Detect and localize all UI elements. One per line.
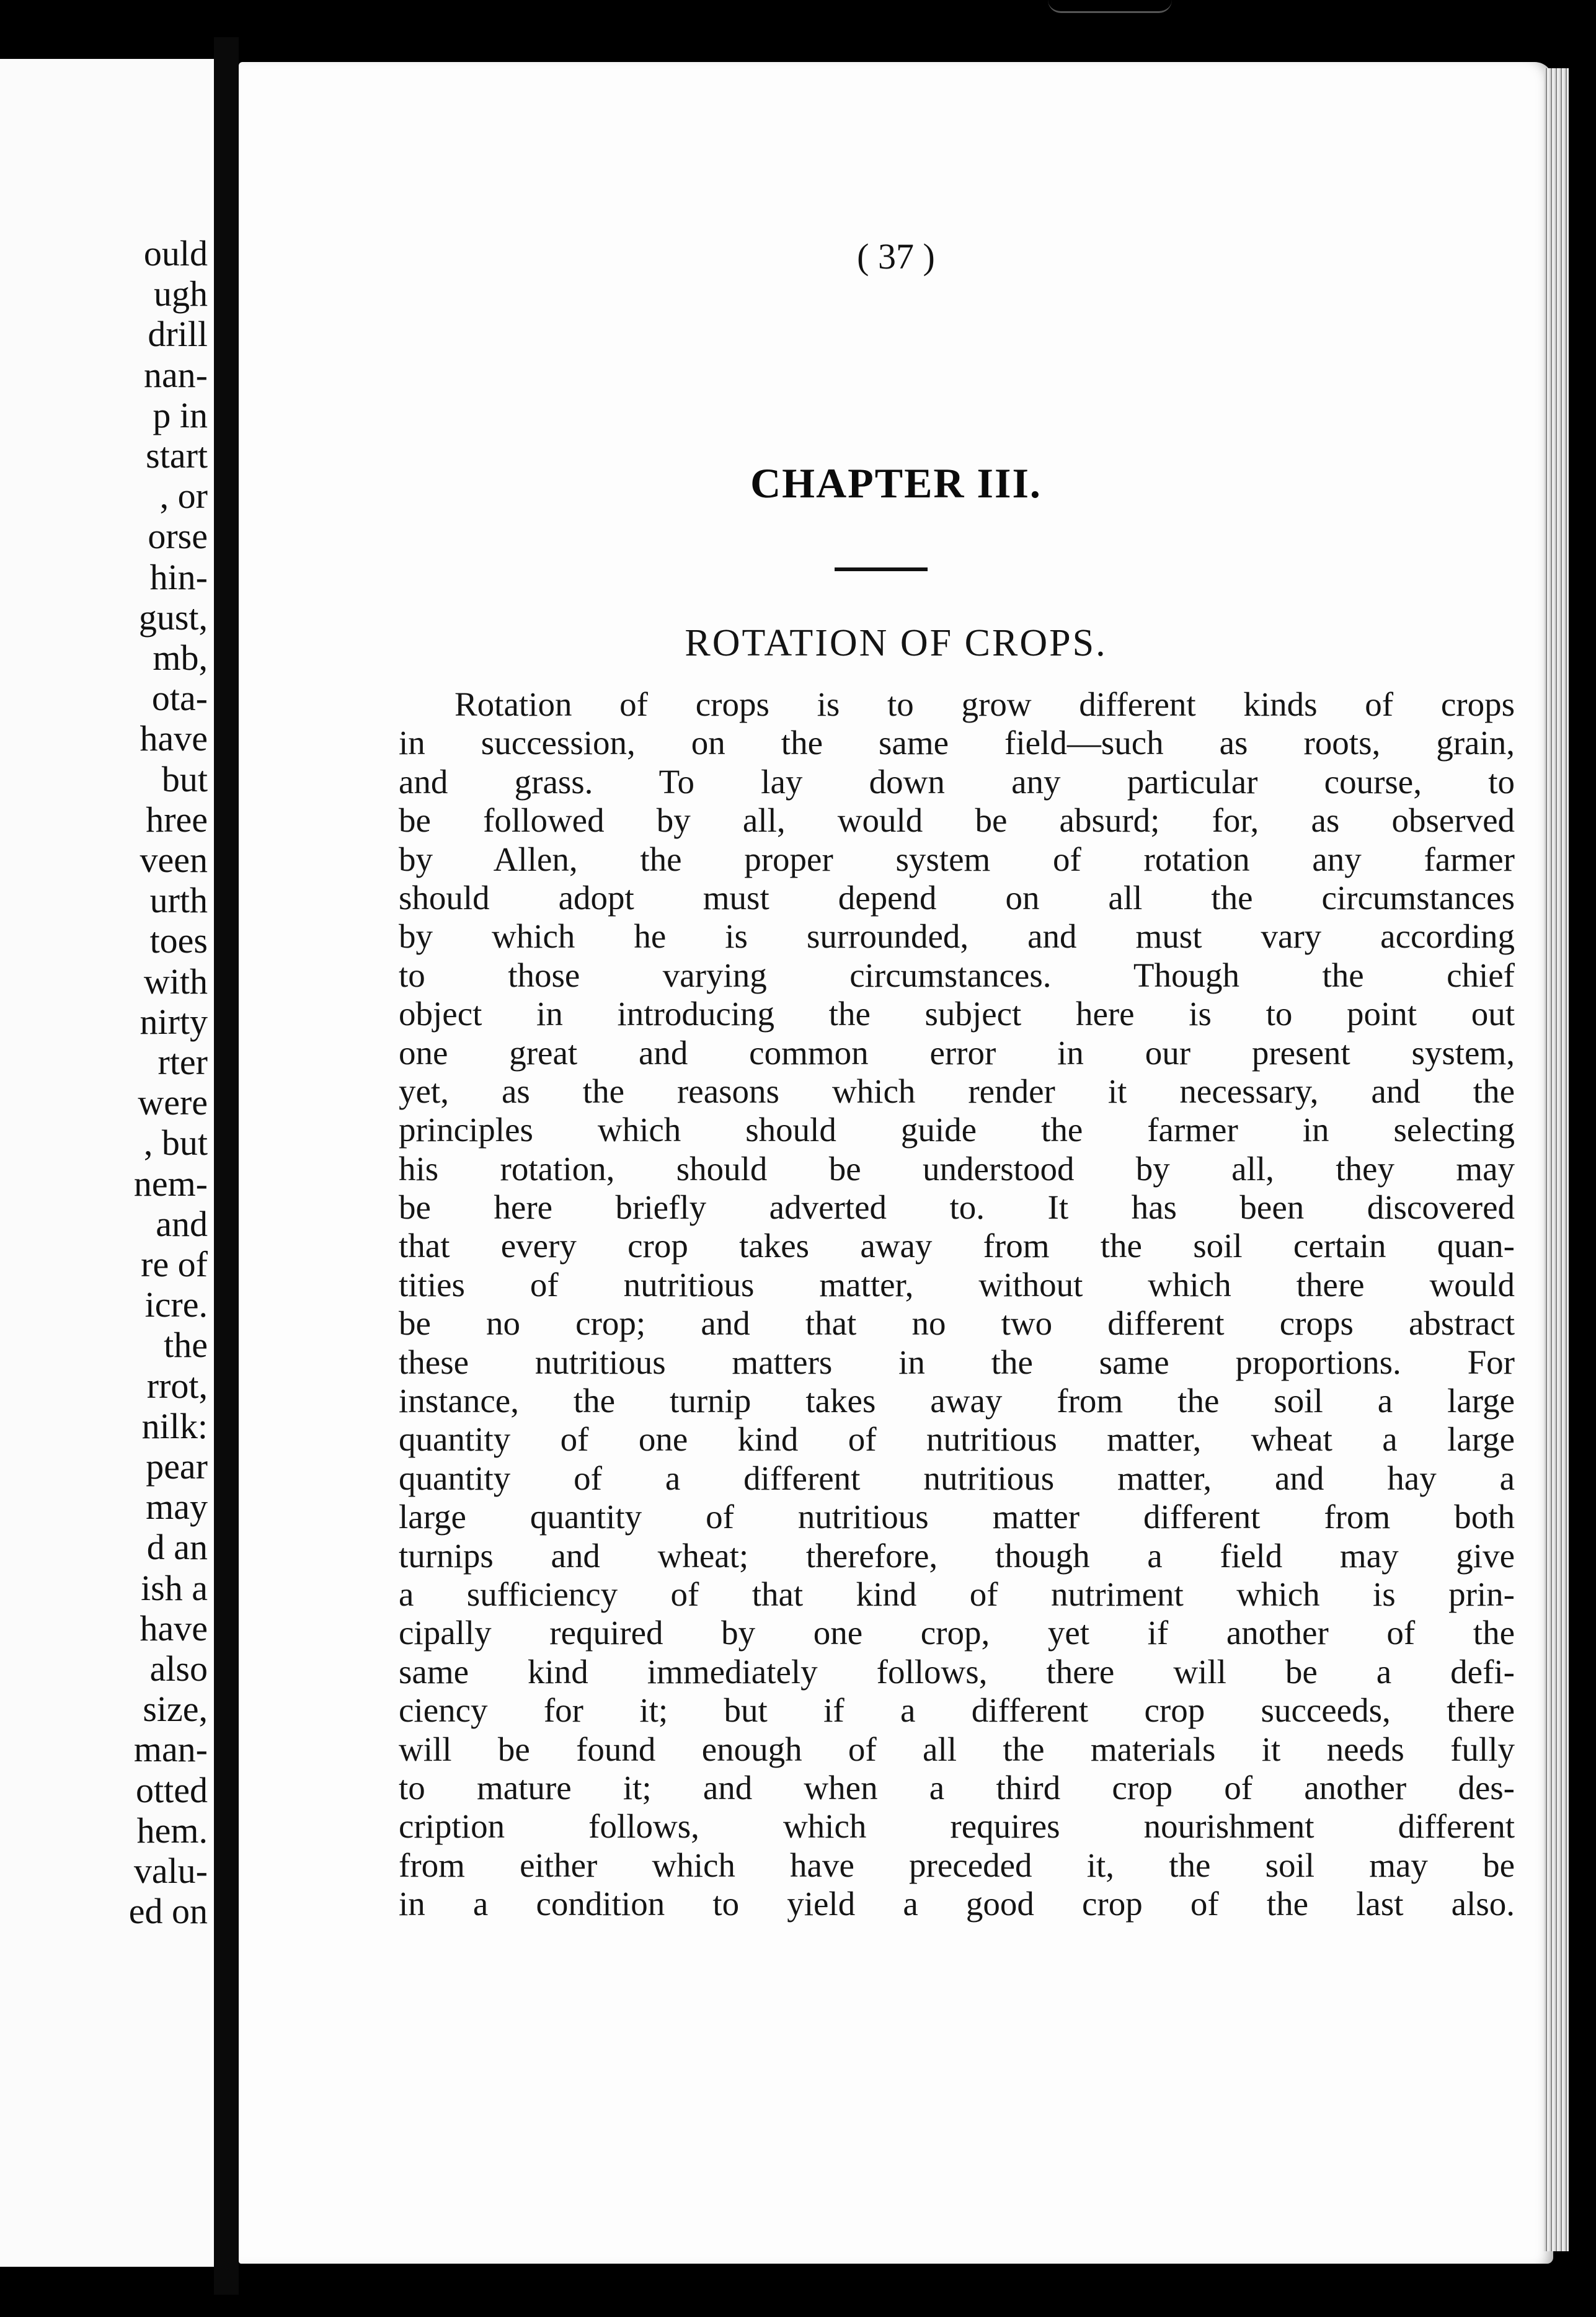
left-page-line-fragment: veen [140,840,208,880]
left-page-line-fragment: hree [146,799,208,840]
left-page-line-fragment: size, [143,1689,208,1730]
left-page-line-fragment: start [146,435,208,476]
text-line: Rotation of crops is to grow different kinds of crops [454,685,1515,723]
body-text [399,685,1515,1924]
left-page-line-fragment: gust, [138,597,208,638]
left-page-line-fragment: hin- [149,556,208,597]
text-line: same kind immediately follows, there will be a defi- [399,1652,1515,1691]
text-line: cipally required by one crop, yet if another of the [399,1614,1515,1652]
left-page-line-fragment: ould [143,233,208,274]
left-page-line-fragment: man- [133,1729,208,1770]
text-line: object in introducing the subject here is to point out [399,995,1515,1033]
left-page-line-fragment: ish a [141,1567,208,1608]
text-line: in succession, on the same field—such as roots, grain, [399,724,1515,762]
text-line: to those varying circumstances. Though the chief [399,956,1515,994]
left-page-line-fragment: drill [148,314,208,355]
left-page-line-fragment: p in [153,394,208,435]
left-page-line-fragment: nan- [143,354,208,395]
text-line: in a condition to yield a good crop of the last also. [399,1885,1515,1923]
left-page-line-fragment: were [138,1082,208,1123]
text-line: be here briefly adverted to. It has been discovered [399,1188,1515,1227]
text-line: should adopt must depend on all the circumstances [399,878,1515,917]
text-line: tities of nutritious matter, without which there would [399,1265,1515,1304]
left-page-line-fragment: mb, [153,638,208,678]
text-line: by Allen, the proper system of rotation any farmer [399,840,1515,878]
left-page-line-fragment: urth [149,880,208,921]
text-line: quantity of one kind of nutritious matter, wheat a large [399,1420,1515,1459]
left-page-line-fragment: have [140,718,208,759]
left-page-line-fragment: also [149,1648,208,1689]
text-line: one great and common error in our present system, [399,1033,1515,1072]
book-gutter [214,37,239,2295]
left-page-line-fragment: nilk: [141,1405,208,1446]
text-line: will be found enough of all the materials it needs fully [399,1730,1515,1768]
title-divider [835,567,928,571]
left-page-line-fragment: but [161,758,208,799]
left-page-line-fragment: may [146,1487,208,1528]
left-facing-page [0,59,218,2267]
text-line: from either which have preceded it, the soil may be [399,1846,1515,1884]
left-page-line-fragment: otted [136,1769,208,1810]
text-line: large quantity of nutritious matter different from both [399,1498,1515,1536]
left-page-line-fragment: nirty [140,1001,208,1042]
left-page-line-fragment: ugh [154,274,208,314]
text-line: cription follows, which requires nourishment different [399,1807,1515,1846]
left-page-line-fragment: rter [157,1042,208,1082]
left-page-line-fragment: d an [146,1527,208,1568]
left-page-line-fragment: and [156,1203,208,1244]
text-line: and grass. To lay down any particular course, to [399,762,1515,801]
left-page-line-fragment: , or [159,476,208,517]
left-page-line-fragment: valu- [133,1851,208,1891]
text-line: these nutritious matters in the same proportions. For [399,1343,1515,1381]
left-page-line-fragment: ed on [128,1891,208,1932]
text-line: his rotation, should be understood by all, they may [399,1149,1515,1188]
text-line: be no crop; and that no two different crops abstract [399,1304,1515,1343]
page-edges [1544,68,1569,2251]
text-line: be followed by all, would be absurd; for, as observed [399,801,1515,840]
text-line: ciency for it; but if a different crop succeeds, there [399,1691,1515,1730]
text-line: by which he is surrounded, and must vary according [399,917,1515,956]
text-line: yet, as the reasons which render it necessary, and the [399,1072,1515,1110]
text-line: turnips and wheat; therefore, though a field may give [399,1536,1515,1575]
left-page-line-fragment: icre. [144,1284,208,1325]
left-page-line-fragment: re of [141,1244,208,1284]
left-page-line-fragment: hem. [136,1810,208,1851]
chapter-title: CHAPTER III. [750,460,1042,507]
text-line: a sufficiency of that kind of nutriment which is prin- [399,1575,1515,1613]
text-line: that every crop takes away from the soil certain quan- [399,1227,1515,1265]
text-line: instance, the turnip takes away from the soil a large [399,1382,1515,1420]
text-line: quantity of a different nutritious matter, and hay a [399,1459,1515,1497]
left-page-line-fragment: with [143,961,208,1002]
left-page-line-fragment: ota- [151,678,208,719]
left-page-line-fragment: rrot, [146,1365,208,1406]
left-page-line-fragment: have [140,1608,208,1648]
left-page-line-fragment: , but [143,1123,208,1163]
text-line: principles which should guide the farmer in selecting [399,1111,1515,1149]
left-page-line-fragment: pear [146,1446,208,1487]
left-page-line-fragment: orse [148,516,208,557]
page-number: ( 37 ) [857,236,935,277]
scan-artifact [1048,0,1172,13]
left-page-line-fragment: toes [149,920,208,961]
left-page-line-fragment: nem- [133,1163,208,1204]
text-line: to mature it; and when a third crop of another des- [399,1768,1515,1807]
section-title: ROTATION OF CROPS. [685,622,1107,664]
right-page [239,62,1553,2264]
left-page-line-fragment: the [164,1325,208,1366]
